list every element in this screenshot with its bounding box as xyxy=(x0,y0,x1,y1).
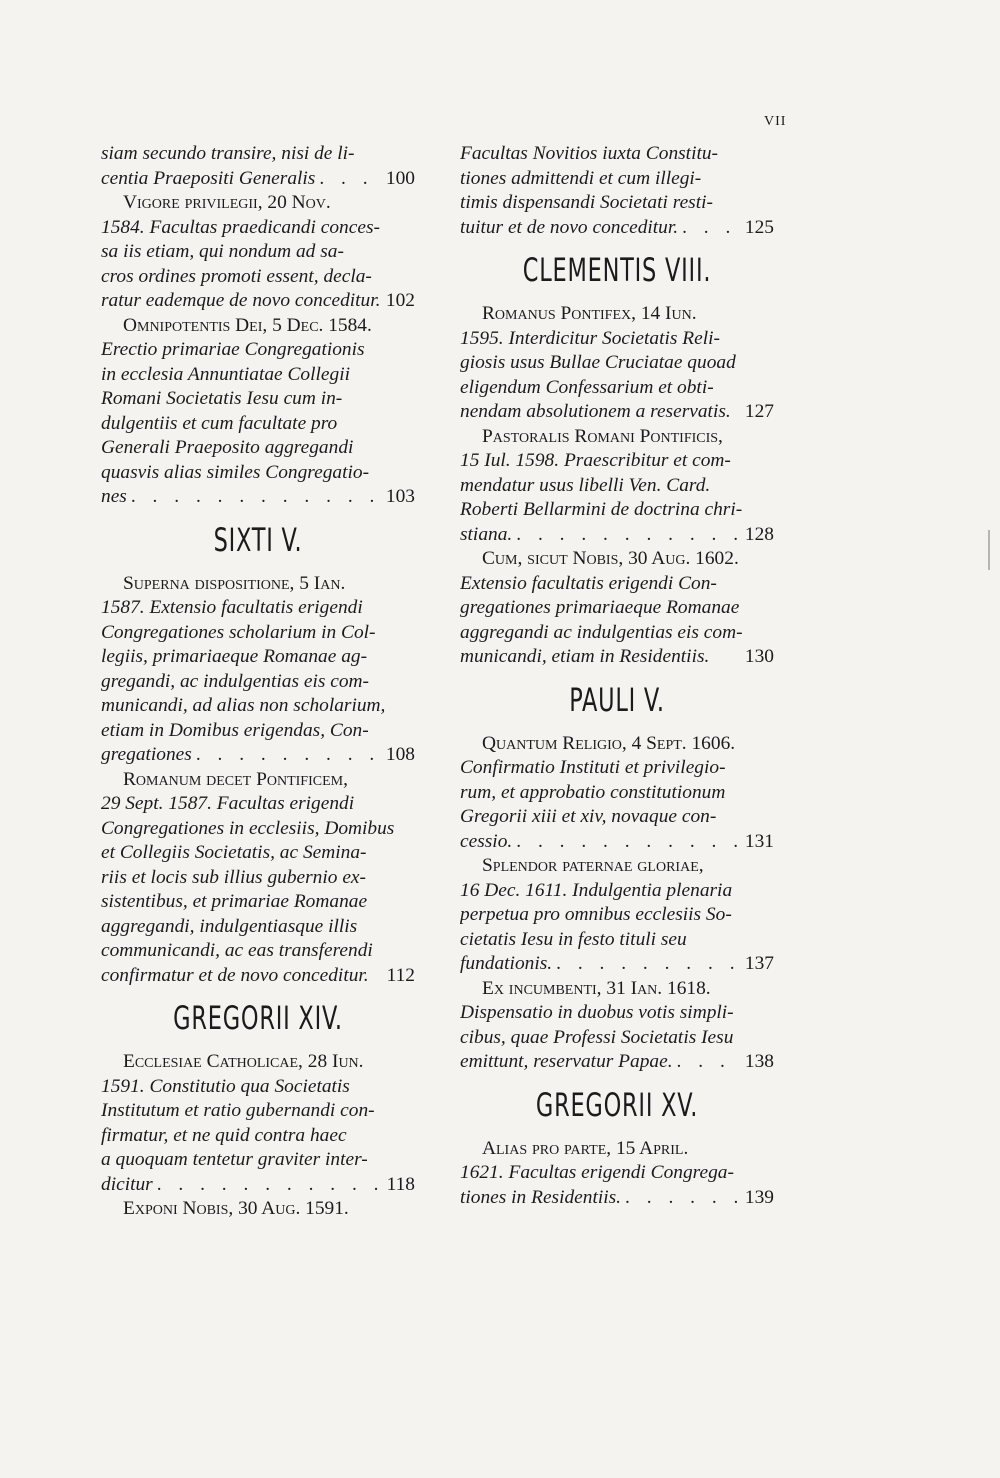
text-line: Roberti Bellarmini de doctrina chri- xyxy=(460,499,743,520)
text-line: giosis usus Bullae Cruciatae quoad xyxy=(460,352,736,373)
incipit: Romanum decet Pontificem, xyxy=(123,768,348,790)
leader-dots xyxy=(516,830,737,855)
page-ref: 128 xyxy=(744,523,774,545)
entry-text: nendam absolutionem a reservatis. xyxy=(460,401,731,422)
text-line: firmatur, et ne quid contra haec xyxy=(101,1124,347,1146)
index-entry xyxy=(460,830,774,855)
section-heading: PAULI V. xyxy=(569,680,665,719)
leader-dots xyxy=(319,167,378,192)
index-entry xyxy=(101,964,415,989)
margin-mark xyxy=(988,530,990,570)
entry-text: ratur eademque de novo conceditur. xyxy=(101,290,381,311)
section-heading: GREGORII XV. xyxy=(535,1085,699,1124)
text-line: etiam in Domibus erigendas, Con- xyxy=(101,719,369,741)
index-entry xyxy=(101,289,415,314)
text-line: municandi, ad alias non scholarium, xyxy=(101,695,386,716)
entry-text: stiana. xyxy=(460,523,513,545)
page-ref: 112 xyxy=(386,964,415,986)
page-ref: 100 xyxy=(385,167,415,189)
entry-text: fundationis. xyxy=(460,953,553,974)
page-ref: 139 xyxy=(744,1186,774,1208)
text-line: mendatur usus libelli Ven. Card. xyxy=(460,474,711,496)
page-ref: 137 xyxy=(744,953,774,974)
index-entry xyxy=(101,167,415,192)
text-line: et Collegiis Societatis, ac Semina- xyxy=(101,842,367,863)
text-line: siam secundo transire, nisi de li- xyxy=(101,143,355,164)
text-line: cietatis Iesu in festo tituli seu xyxy=(460,928,687,950)
index-entry xyxy=(460,1050,774,1075)
page-ref: 103 xyxy=(385,486,415,507)
index-entry xyxy=(101,485,415,510)
text-line: Erectio primariae Congregationis xyxy=(101,339,365,360)
page-ref: 118 xyxy=(386,1173,415,1195)
text-line: Congregationes scholarium in Col- xyxy=(101,621,376,643)
page-number: VII xyxy=(764,114,787,129)
index-entry xyxy=(460,216,774,241)
text-line: aggregandi, indulgentiasque illis xyxy=(101,915,358,937)
incipit: Cum, sicut Nobis, 30 Aug. 1602. xyxy=(482,548,739,569)
section-heading: GREGORII XIV. xyxy=(173,999,343,1037)
entry-text: nes xyxy=(101,486,127,507)
text-line: 1584. Facultas praedicandi conces- xyxy=(101,216,380,238)
text-line: 29 Sept. 1587. Facultas erigendi xyxy=(101,793,355,814)
incipit: Splendor paternae gloriae, xyxy=(482,855,704,876)
section-heading: CLEMENTIS VIII. xyxy=(522,251,712,289)
entry-text: centia Praepositi Generalis xyxy=(101,167,316,189)
leader-dots xyxy=(556,952,737,977)
text-line: Gregorii xiii et xiv, novaque con- xyxy=(460,806,717,827)
section-heading: SIXTI V. xyxy=(213,520,303,559)
entry-text: emittunt, reservatur Papae. xyxy=(460,1051,673,1072)
text-line: Romani Societatis Iesu cum in- xyxy=(101,388,343,409)
text-line: Confirmatio Instituti et privilegio- xyxy=(460,757,726,778)
index-entry xyxy=(101,743,415,768)
text-line: quasvis alias similes Congregatio- xyxy=(101,461,370,483)
index-entry xyxy=(460,645,774,670)
leader-dots xyxy=(131,485,378,510)
text-line: timis dispensandi Societati resti- xyxy=(460,192,713,213)
text-line: tiones admittendi et cum illegi- xyxy=(460,167,702,189)
text-line: 15 Iul. 1598. Praescribitur et com- xyxy=(460,450,731,471)
incipit: Exponi Nobis, 30 Aug. 1591. xyxy=(123,1198,349,1219)
leader-dots xyxy=(157,1173,379,1198)
incipit: Quantum Religio, 4 Sept. 1606. xyxy=(482,732,736,754)
page-ref: 131 xyxy=(744,830,774,852)
leader-dots xyxy=(516,523,737,548)
text-line: eligendum Confessarium et obti- xyxy=(460,376,714,398)
text-line: Institutum et ratio gubernandi con- xyxy=(101,1100,375,1121)
text-line: communicandi, ac eas transferendi xyxy=(101,940,373,961)
left-column xyxy=(101,142,415,1222)
incipit: Omnipotentis Dei, 5 Dec. 1584. xyxy=(123,314,372,336)
page-ref: 108 xyxy=(385,744,415,765)
text-line: rum, et approbatio constitutionum xyxy=(460,781,726,803)
entry-text: cessio. xyxy=(460,830,513,852)
page-ref: 138 xyxy=(744,1051,774,1072)
text-line: sa iis etiam, qui nondum ad sa- xyxy=(101,241,344,262)
entry-text: tiones in Residentiis. xyxy=(460,1186,622,1208)
index-entry xyxy=(460,952,774,977)
entry-text: municandi, etiam in Residentiis. xyxy=(460,646,710,667)
text-line: Generali Praeposito aggregandi xyxy=(101,437,354,458)
text-line: cros ordines promoti essent, decla- xyxy=(101,265,372,287)
leader-dots xyxy=(682,216,737,241)
text-line: gregandi, ac indulgentias eis com- xyxy=(101,670,370,692)
entry-text: gregationes xyxy=(101,744,192,765)
page-ref: 125 xyxy=(744,216,774,238)
text-line: sistentibus, et primariae Romanae xyxy=(101,891,368,912)
right-column xyxy=(460,142,774,1210)
leader-dots xyxy=(677,1050,737,1075)
index-entry xyxy=(460,523,774,548)
incipit: Superna dispositione, 5 Ian. xyxy=(123,572,346,594)
text-line: in ecclesia Annuntiatae Collegii xyxy=(101,363,350,385)
text-line: a quoquam tentetur graviter inter- xyxy=(101,1149,368,1170)
incipit: Pastoralis Romani Pontificis, xyxy=(482,425,723,447)
entry-text: tuitur et de novo conceditur. xyxy=(460,216,679,238)
index-entry xyxy=(460,1186,774,1211)
index-entry xyxy=(460,400,774,425)
text-line: Dispensatio in duobus votis simpli- xyxy=(460,1002,734,1023)
page-ref: 130 xyxy=(744,646,774,667)
text-line: riis et locis sub illius gubernio ex- xyxy=(101,866,366,888)
incipit: Ex incumbenti, 31 Ian. 1618. xyxy=(482,977,711,999)
text-line: Facultas Novitios iuxta Constitu- xyxy=(460,143,718,164)
text-line: 1621. Facultas erigendi Congrega- xyxy=(460,1162,734,1183)
index-entry xyxy=(101,1173,415,1198)
text-line: legiis, primariaeque Romanae ag- xyxy=(101,646,368,667)
text-line: aggregandi ac indulgentias eis com- xyxy=(460,621,743,643)
incipit: Ecclesiae Catholicae, 28 Iun. xyxy=(123,1051,364,1072)
text-line: 1587. Extensio facultatis erigendi xyxy=(101,597,363,618)
entry-text: confirmatur et de novo conceditur. xyxy=(101,964,369,986)
leader-dots xyxy=(625,1186,737,1211)
text-line: 1591. Constitutio qua Societatis xyxy=(101,1075,350,1097)
incipit: Alias pro parte, 15 April. xyxy=(482,1137,689,1159)
text-line: gregationes primariaeque Romanae xyxy=(460,597,740,618)
text-line: 1595. Interdicitur Societatis Reli- xyxy=(460,327,720,349)
incipit: Romanus Pontifex, 14 Iun. xyxy=(482,303,697,324)
leader-dots xyxy=(196,743,378,768)
text-line: cibus, quae Professi Societatis Iesu xyxy=(460,1026,734,1048)
text-line: dulgentiis et cum facultate pro xyxy=(101,412,338,434)
text-line: Congregationes in ecclesiis, Domibus xyxy=(101,817,395,839)
incipit: Vigore privilegii, 20 Nov. xyxy=(123,192,331,213)
text-line: Extensio facultatis erigendi Con- xyxy=(460,572,717,594)
text-line: perpetua pro omnibus ecclesiis So- xyxy=(460,904,732,925)
text-line: 16 Dec. 1611. Indulgentia plenaria xyxy=(460,879,733,901)
entry-text: dicitur xyxy=(101,1173,153,1195)
page-ref: 102 xyxy=(385,290,415,311)
page-ref: 127 xyxy=(744,401,774,422)
